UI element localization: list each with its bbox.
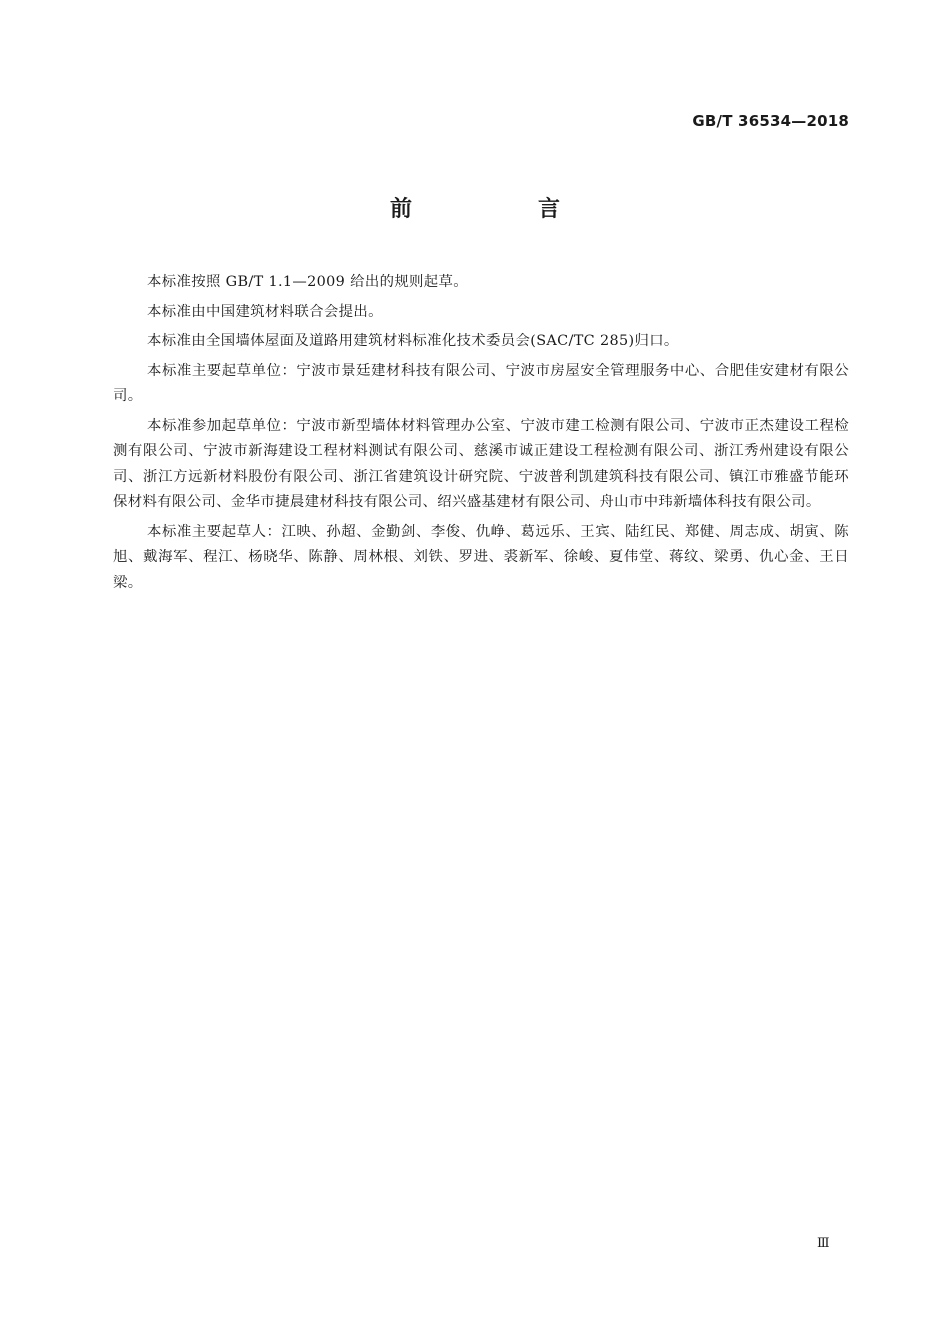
foreword-body [113, 270, 849, 600]
paragraph-drafting-rules: 本标准按照 GB/T 1.1—2009 给出的规则起草。 [147, 274, 469, 290]
paragraph-committee: 本标准由全国墙体屋面及道路用建筑材料标准化技术委员会(SAC/TC 285)归口。 [147, 333, 679, 349]
standard-code: GB/T 36534—2018 [692, 112, 849, 130]
page-number: Ⅲ [816, 1236, 829, 1251]
paragraph-proposer: 本标准由中国建筑材料联合会提出。 [147, 303, 383, 320]
paragraph-main-drafters: 本标准主要起草人：江映、孙超、金勤剑、李俊、仇峥、葛远乐、王宾、陆红民、郑健、周志成、胡寅、陈旭、戴海军、程江、杨晓华、陈静、周林根、刘铁、罗进、裘新军、徐峻、夏伟堂、蒋纹、梁勇、仇心金、王日梁。 [113, 523, 849, 591]
page-title: 前 言 [389, 197, 612, 222]
paragraph-main-drafting-units: 本标准主要起草单位：宁波市景廷建材科技有限公司、宁波市房屋安全管理服务中心、合肥佳安建材有限公司。 [113, 362, 849, 404]
paragraph-participating-units: 本标准参加起草单位：宁波市新型墙体材料管理办公室、宁波市建工检测有限公司、宁波市正杰建设工程检测有限公司、宁波市新海建设工程材料测试有限公司、慈溪市诚正建设工程检测有限公司、浙江秀州建设有限公司、浙江方远新材料股份有限公司、浙江省建筑设计研究院、宁波普利凯建筑科技有限公司、镇江市雅盛节能环保材料有限公司、金华市捷晨建材科技有限公司、绍兴盛基建材有限公司、舟山市中玮新墙体科技有限公司。 [113, 417, 849, 510]
